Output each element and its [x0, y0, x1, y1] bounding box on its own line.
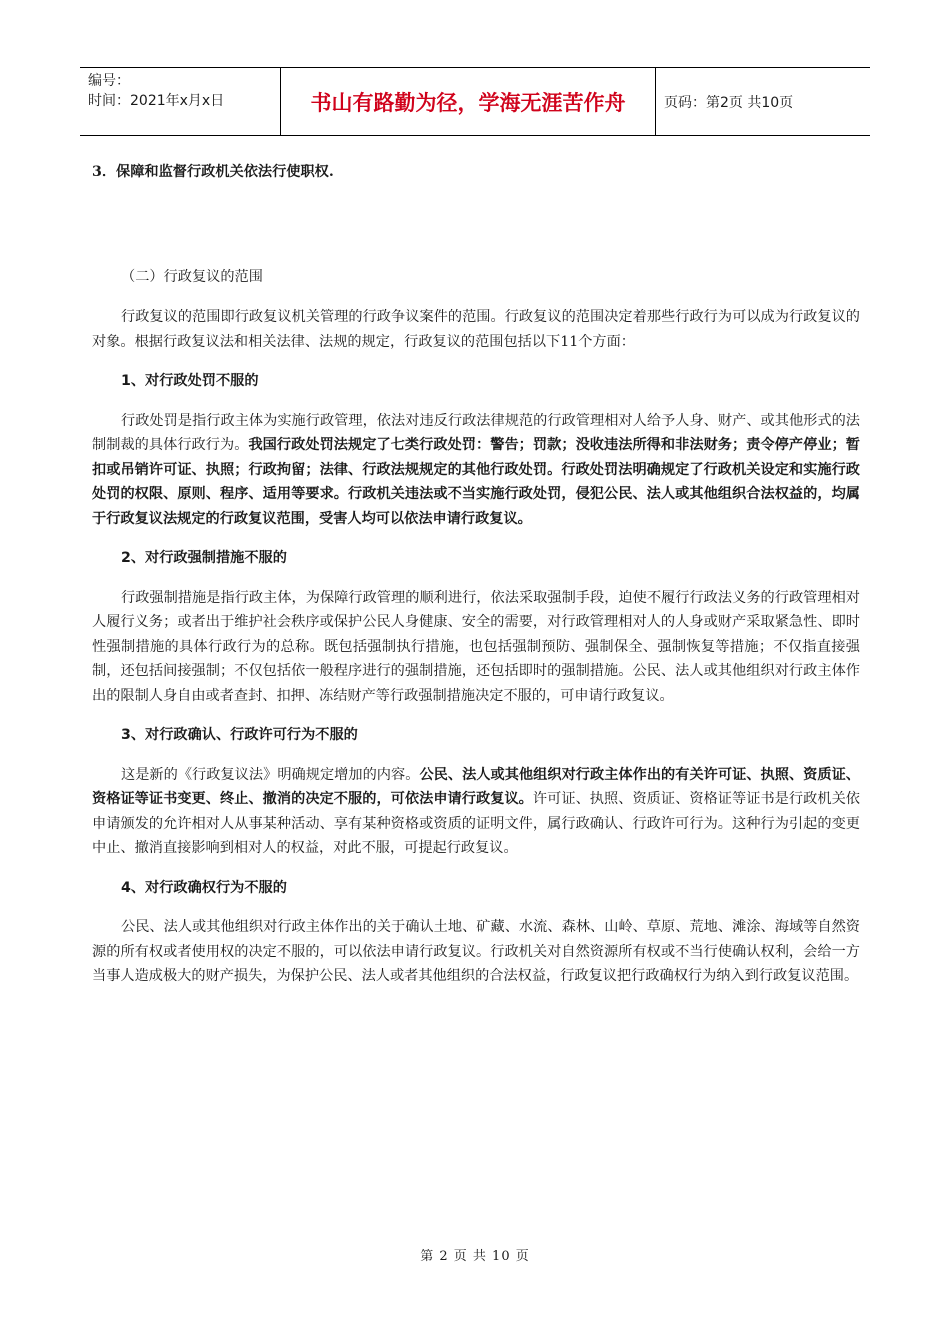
paragraph-1-bold: 我国行政处罚法规定了七类行政处罚：警告；罚款；没收违法所得和非法财务；责令停产停业；暂扣或吊销许可证、执照；行政拘留；法律、行政法规规定的其他行政处罚。行政处罚法明确规定了行政机关设定和实施行政处罚的权限、原则、程序、适用等要求。行政机关违法或不当实施行政处罚，侵犯公民、法人或其他组织合法权益的，均属于行政复议法规定的行政复议范围，受害人均可以依法申请行政复议。	[92, 437, 860, 527]
header-meta-cell	[80, 68, 280, 135]
heading-4: 4、对行政确权行为不服的	[121, 879, 287, 896]
paragraph-3-lead: 这是新的《行政复议法》明确规定增加的内容。	[121, 766, 420, 783]
paragraph-1-normal: 行政处罚是指行政主体为实施行政管理，依法对违反行政法律规范的行政管理相对人给予人身、财产、或其他形式的法制制裁的具体行政行为。	[92, 412, 860, 453]
heading-3: 3、对行政确认、行政许可行为不服的	[121, 727, 358, 743]
paragraph-3-bold: 公民、法人或其他组织对行政主体作出的有关许可证、执照、资质证、资格证等证书变更、终止、撤消的决定不服的，可依法申请行政复议。	[92, 766, 860, 807]
paragraph-2: 行政强制措施是指行政主体，为保障行政管理的顺利进行，依法采取强制手段，迫使不履行行政法义务的行政管理相对人履行义务；或者出于维护社会秩序或保护公民人身健康、安全的需要，对行政管理相对人的人身或财产采取紧急性、即时性强制措施的具体行政行为的总称。既包括强制执行措施，也包括强制预防、强制保全、强制恢复等措施；不仅指直接强制，还包括间接强制；不仅包括依一般程序进行的强制措施，还包括即时的强制措施。公民、法人或其他组织对行政主体作出的限制人身自由或者查封、扣押、冻结财产等行政强制措施决定不服的，可申请行政复议。	[92, 589, 860, 704]
header-motto: 书山有路勤为径，学海无涯苦作舟	[280, 68, 656, 135]
document-body	[92, 158, 860, 989]
heading-1: 1、对行政处罚不服的	[121, 373, 259, 389]
intro-paragraph: 行政复议的范围即行政复议机关管理的行政争议案件的范围。行政复议的范围决定着那些行政行为可以成为行政复议的对象。根据行政复议法和相关法律、法规的规定，行政复议的范围包括以下11个方面：	[92, 309, 860, 350]
section-heading: （二）行政复议的范围	[121, 268, 263, 285]
header-page-label: 页码：第2页 共10页	[664, 94, 794, 111]
paragraph-3-tail: 许可证、执照、资质证、资格证等证书是行政机关依申请颁发的允许相对人从事某种活动、享有某种资格或资质的证明文件，属行政确认、行政许可行为。这种行为引起的变更中止、撤消直接影响到相对人的权益，对此不服，可提起行政复议。	[92, 791, 860, 856]
document-number-label: 编号：	[88, 73, 130, 89]
heading-2: 2、对行政强制措施不服的	[121, 550, 287, 566]
page-footer: 第 2 页 共 10 页	[420, 1249, 530, 1264]
paragraph-3	[92, 763, 860, 861]
item-3-text: 3．保障和监督行政机关依法行使职权.	[92, 164, 334, 180]
document-header	[80, 67, 870, 136]
document-time-label: 时间：2021年x月x日	[88, 93, 225, 109]
paragraph-4: 公民、法人或其他组织对行政主体作出的关于确认土地、矿藏、水流、森林、山岭、草原、荒地、滩涂、海域等自然资源的所有权或者使用权的决定不服的，可以依法申请行政复议。行政机关对自然资源所有权或不当行使确认权利，会给一方当事人造成极大的财产损失，为保护公民、法人或者其他组织的合法权益，行政复议把行政确权行为纳入到行政复议范围。	[92, 919, 860, 984]
paragraph-1	[92, 409, 860, 532]
